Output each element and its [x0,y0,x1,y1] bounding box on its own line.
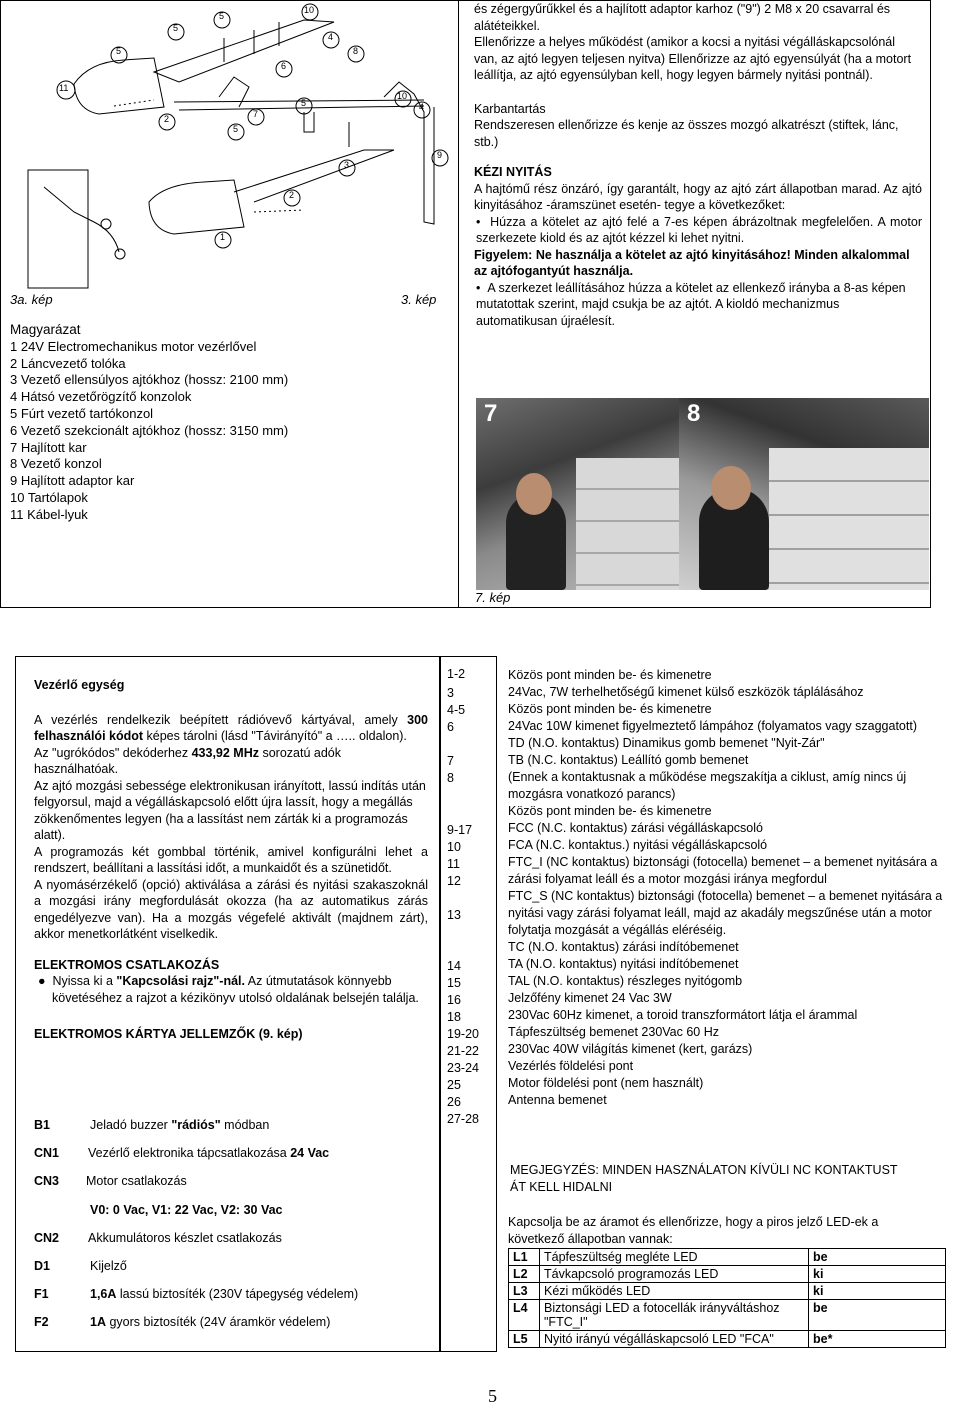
manual-open-title: KÉZI NYITÁS [474,165,552,179]
card-features-title: ELEKTROMOS KÁRTYA JELLEMZŐK (9. kép) [34,1027,303,1041]
callout-label: 9 [437,150,443,160]
manual-bullet-2 [474,280,922,330]
person-head [516,473,552,515]
terminal-number: 4-5 [447,703,466,717]
led-status-table [508,1248,946,1348]
terminal-number: 26 [447,1095,461,1109]
callout-label: 4 [328,32,334,42]
terminal-desc: Közös pont minden be- és kimenetre [508,668,712,682]
callout-label: 5 [301,98,307,108]
legend-item: 5 Fúrt vezető tartókonzol [10,405,154,421]
callout-label: 1 [220,232,226,242]
callout-label: 11 [59,83,69,93]
manual-open-text: A hajtómű rész önzáró, így garantált, hogy az ajtó zárt állapotban marad. Az ajtó kinyitásához -áramszünet esetén- tegye a következőket: [474,181,922,212]
terminal-desc: 24Vac, 7W terhelhetőségű kimenet külső eszközök táplálásához [508,685,864,699]
legend-item: 8 Vezető konzol [10,456,102,472]
control-unit-title: Vezérlő egység [34,678,125,692]
callout-label: 4 [419,102,425,112]
callout-label: 6 [281,61,287,71]
control-unit-p4: A programozás két gombbal történik, amivel konfigurálni lehet a rendszert, beállítani a lassítási időt, a munkaidőt és a szünetidőt. [34,844,428,875]
legend-item: 1 24V Electromechanikus motor vezérlővel [10,338,257,354]
legend-item: 3 Vezető ellensúlyos ajtókhoz (hossz: 2100 mm) [10,372,289,388]
callout-label: 10 [304,5,315,15]
terminal-number: 9-17 [447,823,473,837]
terminal-desc: FTC_S (NC kontaktus) biztonsági (fotocella) bemenet – a bemenet nyitására a nyitási vagy zárási folyamat leáll, majd az akadály megszűnése után a motor folytatja mozgását a végállás eléréséig. [508,889,943,937]
caption-3: 3. kép [401,292,437,307]
terminal-descriptions [508,667,948,1109]
terminal-number: 12 [447,874,461,888]
terminal-desc: Vezérlés földelési pont [508,1059,634,1073]
legend-item: 7 Hajlított kar [10,439,87,455]
terminal-number: 19-20 [447,1027,479,1041]
terminal-number: 6 [447,720,454,734]
installation-diagram [4,2,456,292]
legend-item: 10 Tartólapok [10,489,88,505]
control-unit-p2: Az "ugrókódos" dekóderhez 433,92 MHz sorozatú adók használhatóak. [34,745,341,776]
terminal-desc: Antenna bemenet [508,1093,607,1107]
callout-label: 3 [344,160,350,170]
top-section-divider [458,0,459,607]
bullet-icon: ● [38,974,53,988]
bullet-icon: • [476,280,488,295]
terminal-number: 10 [447,840,461,854]
callout-label: 10 [397,91,408,101]
terminal-number: 23-24 [447,1061,479,1075]
terminal-number: 25 [447,1078,461,1092]
terminal-desc: TB (N.C. kontaktus) Leállító gomb bemenet [508,753,749,767]
person-head [711,466,751,510]
top-right-text [474,1,922,329]
maintenance-text: Rendszeresen ellenőrizze és kenje az összes mozgó alkatrészt (stiftek, lánc, stb.) [474,118,899,149]
page-number: 5 [488,1386,497,1406]
terminal-number: 7 [447,754,454,768]
terminal-desc: 24Vac 10W kimenet figyelmeztető lámpához (folyamatos vagy szaggatott) [508,719,917,733]
terminal-desc: Közös pont minden be- és kimenetre [508,804,712,818]
terminal-desc: TA (N.O. kontaktus) nyitási indítóbemenet [508,957,739,971]
photo-8 [679,398,929,590]
terminal-desc: TC (N.O. kontaktus) zárási indítóbemenet [508,940,739,954]
intro-paragraph: és zégergyűrűkkel és a hajlított adaptor karhoz ("9") 2 M8 x 20 csavarral és alátéteikkel. [474,2,891,33]
photo-8-label: 8 [687,400,701,427]
control-unit-p3: Az ajtó mozgási sebessége elektronikusan irányított, lassú indítás után felgyorsul, majd a végálláskapcsoló előtt újra lassít, hogy a megállás zökkenőmentes legyen (ha a lassítást nem zárták ki a programozás alatt). [34,778,426,842]
terminal-desc: Jelzőfény kimenet 24 Vac 3W [508,991,672,1005]
terminal-number: 15 [447,976,461,990]
terminal-desc: Közös pont minden be- és kimenetre [508,702,712,716]
callout-label: 7 [253,109,259,119]
garage-door-panel [769,448,929,590]
terminal-desc: TAL (N.O. kontaktus) részleges nyitógomb [508,974,743,988]
terminal-desc: TD (N.O. kontaktus) Dinamikus gomb bemenet "Nyit-Zár" [508,736,825,750]
terminal-desc: FTC_I (NC kontaktus) biztonsági (fotocella) bemenet – a bemenet nyitására a zárási folyamat leáll és a motor mozgási iránya megfordul [508,855,938,886]
nc-contact-note: MEGJEGYZÉS: MINDEN HASZNÁLATON KÍVÜLI NC KONTAKTUST ÁT KELL HIDALNI [510,1163,898,1194]
terminal-desc: Motor földelési pont (nem használt) [508,1076,704,1090]
legend-item: 4 Hátsó vezetőrögzítő konzolok [10,389,192,405]
callout-label: 5 [173,23,179,33]
terminal-desc: (Ennek a kontaktusnak a működése megszakítja a ciklust, amíg nincs új mozgásra vonatkozó parancs) [508,770,907,801]
terminal-number: 16 [447,993,461,1007]
led-intro: Kapcsolja be az áramot és ellenőrizze, hogy a piros jelző LED-ek a következő állapotban vannak: [508,1215,879,1246]
caption-7: 7. kép [475,590,511,605]
legend-item: 6 Vezető szekcionált ajtókhoz (hossz: 3150 mm) [10,422,289,438]
terminal-desc: 230Vac 60Hz kimenet, a toroid transzformátort látja el árammal [508,1008,858,1022]
callout-label: 5 [116,46,122,56]
manual-warning: Figyelem: Ne használja a kötelet az ajtó kinyitásához! Minden alkalommal az ajtófogantyút használja. [474,247,910,278]
terminal-number: 11 [447,857,460,871]
photo-7 [476,398,679,590]
caption-3a: 3a. kép [10,292,53,307]
led-row: L1 Tápfeszültség megléte LED be [509,1249,946,1266]
bullet-icon: • [476,214,491,229]
manual-bullet-1 [474,214,922,247]
photo-7-label: 7 [484,400,498,427]
callout-label: 2 [289,190,295,200]
terminal-desc: FCA (N.C. kontaktus.) nyitási végálláskapcsoló [508,838,768,852]
terminal-desc: Tápfeszültség bemenet 230Vac 60 Hz [508,1025,720,1039]
control-unit-text [34,677,428,1043]
callout-label: 5 [219,11,225,21]
bullet-text: A szerkezet leállításához húzza a kötelet az ellenkező irányba a 8-as képen mutatottak szerint, majd csukja be az ajtót. A kioldó mechanizmus automatikusan újraélesít. [476,280,906,328]
callout-label: 8 [353,46,359,56]
terminal-number: 27-28 [447,1112,479,1126]
terminal-number: 8 [447,771,454,785]
terminal-number: 13 [447,908,461,922]
garage-door-panel [576,458,679,590]
control-unit-p1: A vezérlés rendelkezik beépített rádióvevő kártyával, amely 300 felhasználói kódot képes tárolni (lásd "Távirányító" a ….. oldalon). [34,712,428,743]
led-row: L4 Biztonsági LED a fotocellák irányváltáshoz "FTC_I" be [509,1300,946,1331]
terminal-number: 3 [447,686,454,700]
terminal-desc: 230Vac 40W világítás kimenet (kert, garázs) [508,1042,753,1056]
maintenance-title: Karbantartás [474,101,546,116]
terminal-number: 18 [447,1010,461,1024]
led-row: L5 Nyitó irányú végálláskapcsoló LED "FCA" be* [509,1331,946,1348]
terminal-desc: FCC (N.C. kontaktus) zárási végálláskapcsoló [508,821,763,835]
electrical-connection-bullet: ● Nyissa ki a "Kapcsolási rajz"-nál. Az útmutatások könnyebb követéséhez a rajzot a kézikönyv utolsó oldalának belsején találja. [38,974,419,1005]
bullet-text: Húzza a kötelet az ajtó felé a 7-es képen ábrázoltnak megfelelően. A motor szerkezete kiold és az ajtót kézzel ki lehet nyitni. [476,214,922,245]
legend-item: 11 Kábel-lyuk [10,506,88,522]
electrical-connection-title: ELEKTROMOS CSATLAKOZÁS [34,957,220,972]
terminal-number: 14 [447,959,461,973]
legend [10,322,450,524]
callout-label: 2 [164,114,170,124]
callout-label: 5 [233,124,239,134]
legend-title: Magyarázat [10,322,81,337]
check-paragraph: Ellenőrizze a helyes működést (amikor a kocsi a nyitási végálláskapcsolónál van, az ajtó legyen teljesen nyitva) Ellenőrizze az ajtó egyensúlyát (ha a motort leállítja, az ajtó egyensúlyban kell, hogy legyen bármely nyitási pontnál). [474,35,912,82]
led-row: L3 Kézi működés LED ki [509,1283,946,1300]
terminal-number: 1-2 [447,667,466,681]
control-unit-p5: A nyomásérzékelő (opció) aktiválása a zárási és nyitási szakaszoknál a mozgási irány megfordulását okozza (ha az automatikus zárás engedélyezve van). Ha a mozgás végefelé aktivált (majdnem zárt), akkor menetkorlátként viselkedik. [34,877,428,941]
legend-item: 9 Hajlított adaptor kar [10,473,135,489]
led-row: L2 Távkapcsoló programozás LED ki [509,1266,946,1283]
legend-item: 2 Láncvezető tolóka [10,355,126,371]
terminal-number: 21-22 [447,1044,479,1058]
